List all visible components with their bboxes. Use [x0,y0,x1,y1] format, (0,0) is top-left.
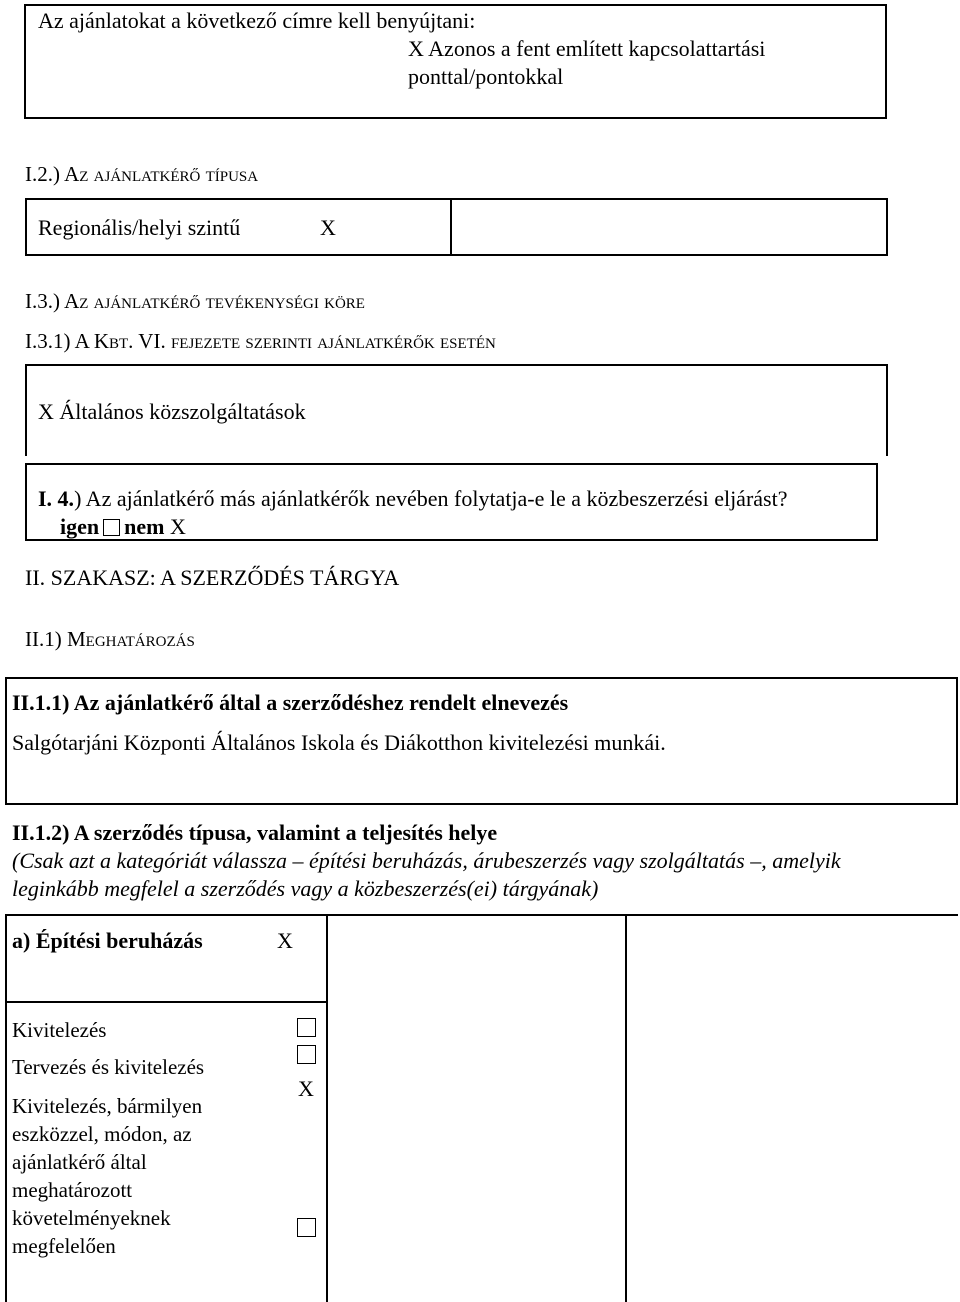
section-i4-number: I. 4. [38,486,75,511]
contracting-type-option: Regionális/helyi szintű [38,215,241,240]
name-box-right [956,677,958,805]
contract-type-note-line2: leginkább megfelel a szerződés vagy a közbeszerzés(ei) tárgyának) [12,876,599,901]
works-option-any-means-l1: Kivitelezés, bármilyen [12,1094,203,1118]
section-i31-heading: I.3.1) A Kbt. VI. fejezete szerinti ajánlatkérők esetén [25,329,496,353]
address-box-line1: Az ajánlatokat a következő címre kell benyújtani: [38,8,476,33]
activity-box-right [886,364,888,456]
works-option-execution: Kivitelezés [12,1018,107,1042]
works-option-any-means-l4: meghatározott [12,1178,133,1202]
section-i4-question: ) Az ajánlatkérő más ajánlatkérők nevében folytatja-e le a közbeszerzési eljárást? [74,486,788,511]
type-table-right-divider [625,914,627,1302]
contract-type-title: II.1.2) A szerződés típusa, valamint a teljesítés helye [12,820,498,845]
activity-option: X Általános közszolgáltatások [38,399,306,424]
contract-type-note-line1: (Csak azt a kategóriát válassza – építési beruházás, árubeszerzés vagy szolgáltatás –, amelyik [12,848,841,873]
name-box-top [5,677,958,679]
address-box-line2: X Azonos a fent említett kapcsolattartási [408,36,766,61]
contracting-type-mark: X [320,215,336,240]
section-i4-question-line [38,486,787,511]
section-i4-answer-line [60,514,186,539]
checkbox-yes-icon[interactable] [103,519,120,536]
works-option-any-means-l6: megfelelően [12,1234,116,1258]
type-table-top [5,914,958,916]
works-option-selected-mark: X [298,1076,314,1101]
name-box-left [5,677,7,805]
works-type-label: a) Építési beruházás [12,928,203,953]
section-ii-heading: II. SZAKASZ: A SZERZŐDÉS TÁRGYA [25,565,400,590]
works-type-mark: X [277,928,293,953]
type-table-row-divider [5,1001,326,1003]
name-box-bottom [5,803,958,805]
address-box-line3: ponttal/pontokkal [408,64,564,89]
works-option-any-means-l2: eszközzel, módon, az [12,1122,192,1146]
type-table-left [5,914,7,1302]
answer-no-mark: X [169,514,186,539]
answer-no-label: nem [124,514,165,539]
works-option-any-means-l5: követelményeknek [12,1206,171,1230]
type-table-divider [326,914,328,1302]
checkbox-any-means-icon[interactable] [297,1218,316,1237]
checkbox-execution-icon[interactable] [297,1018,316,1037]
contracting-type-divider [450,198,452,256]
section-i2-heading: I.2.) Az ajánlatkérő típusa [25,162,259,186]
contract-name-title: II.1.1) Az ajánlatkérő által a szerződéshez rendelt elnevezés [12,690,569,715]
section-i3-heading: I.3.) Az ajánlatkérő tevékenységi köre [25,289,365,313]
section-ii1-heading: II.1) Meghatározás [25,627,195,651]
activity-box-left [25,364,27,456]
activity-box-top [25,364,888,366]
answer-yes-label: igen [60,514,100,539]
works-option-design-execution: Tervezés és kivitelezés [12,1055,205,1079]
works-option-any-means-l3: ajánlatkérő által [12,1150,147,1174]
checkbox-design-execution-icon[interactable] [297,1045,316,1064]
contract-name-value: Salgótarjáni Központi Általános Iskola és Diákotthon kivitelezési munkái. [12,730,666,755]
